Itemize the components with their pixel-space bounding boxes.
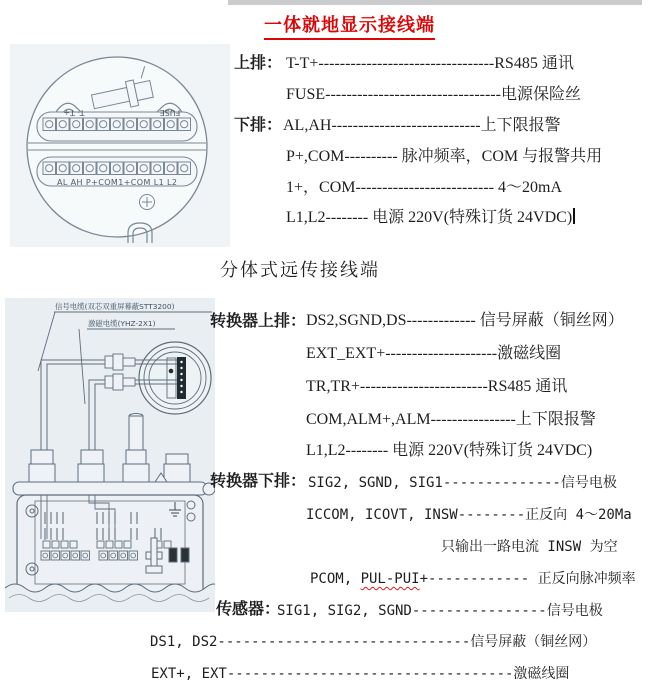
wiring-line-rs485: T-T+---------------------------------RS485 通讯 (286, 55, 574, 72)
pulse-post: +------------ 正反向脉冲频率 (419, 571, 636, 587)
row-label-top-row: 上排： (234, 55, 283, 72)
signal-cable-label: 信号电缆(双芯双重屏幕蔽STT3200) (55, 302, 175, 311)
wiring-line-power-2: L1,L2-------- 电源 220V(特殊订货 24VDC) (306, 442, 593, 459)
wiring-line-power (286, 208, 575, 228)
wiring-line-power-text: L1,L2-------- 电源 220V(特殊订货 24VDC) (286, 209, 573, 226)
wiring-line-electrode: SIG2, SGND, SIG1--------------信号电极 (308, 475, 617, 491)
wiring-line-alarm-2: COM,ALM+,ALM----------------上下限报警 (306, 411, 596, 428)
wiring-line-electrode-2: SIG1, SIG2, SGND----------------信号电极 (277, 603, 603, 619)
pulse-pre: PCOM, (310, 571, 361, 587)
scan-edge-strip (228, 0, 642, 5)
sensor-head-icon (139, 342, 211, 414)
wiring-line-shield-2: DS1, DS2------------------------------信号屏蔽（铜丝网） (150, 634, 597, 650)
wiring-line-shield: DS2,SGND,DS------------- 信号屏蔽（铜丝网） (306, 312, 624, 329)
terminal-strip-top (37, 108, 197, 141)
wiring-line-pulse-2 (310, 569, 636, 589)
terminal-label-fuse: FUSE (159, 108, 181, 117)
wiring-line-rs485-2: TR,TR+------------------------RS485 通讯 (306, 378, 568, 395)
row-label-converter-top: 转换器上排： (210, 311, 307, 330)
housing-circle (27, 57, 207, 237)
wiring-line-fuse: FUSE---------------------------------电源保险丝 (286, 86, 581, 103)
section-heading-split: 分体式远传接线端 (220, 260, 380, 280)
terminal-label-bottom-row: AL AH P+COM1+COM L1 L2 (57, 178, 178, 187)
pulse-misspelled-term: PUL-PUI (360, 571, 420, 587)
wiring-line-excitation-2: EXT+, EXT----------------------------------激磁线圈 (151, 666, 570, 682)
wiring-line-note: 只输出一路电流 INSW 为空 (441, 539, 618, 555)
wiring-line-420ma: 1+，COM-------------------------- 4～20mA (286, 179, 563, 196)
row-label-sensor: 传感器： (216, 599, 281, 618)
wiring-line-excitation: EXT_EXT+---------------------激磁线圈 (306, 345, 562, 362)
converter-box (13, 482, 215, 605)
text-cursor (573, 208, 575, 224)
page-title: 一体就地显示接线端 (264, 11, 435, 40)
row-label-converter-bottom: 转换器下排： (210, 471, 307, 490)
wiring-line-pulse: P+,COM---------- 脉冲频率，COM 与报警共用 (286, 148, 603, 165)
excitation-cable-label: 激磁电缆(YHZ-2X1) (88, 319, 156, 328)
wiring-line-current: ICCOM, ICOVT, INSW--------正反向 4～20Ma (306, 507, 632, 523)
integrated-terminal-diagram (10, 44, 230, 247)
wiring-line-alarm: AL,AH----------------------------上下限报警 (283, 117, 561, 134)
terminal-label-t-minus-t-plus: T- T+ (63, 108, 85, 117)
split-converter-diagram (5, 298, 215, 612)
row-label-bottom-row: 下排： (234, 117, 283, 134)
terminal-strip-bottom (37, 157, 197, 187)
